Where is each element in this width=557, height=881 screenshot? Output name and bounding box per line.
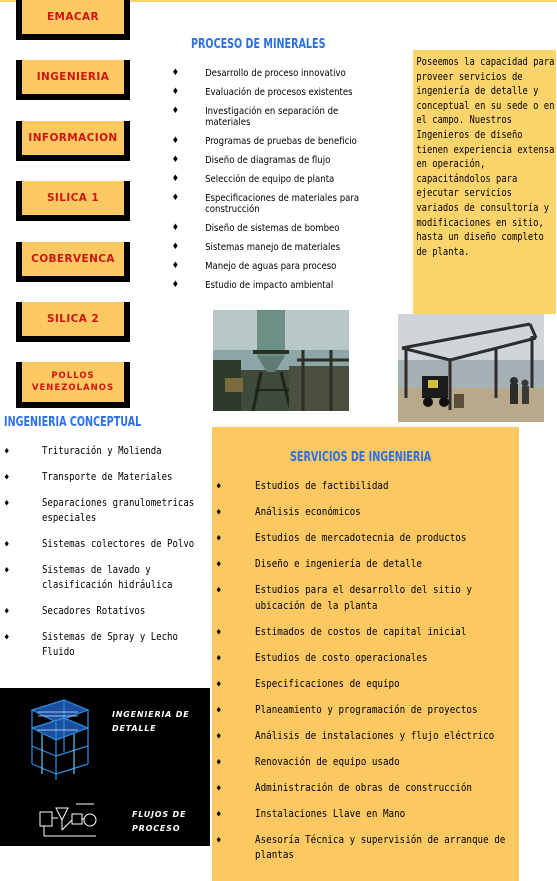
diamond-bullet-icon: ♦	[216, 534, 222, 544]
diamond-bullet-icon: ♦	[216, 627, 222, 638]
nav-button-pollos-venezolanos[interactable]: POLLOS VENEZOLANOS	[16, 362, 130, 408]
list-item: ♦ Renovación de equipo usado	[212, 755, 519, 771]
list-item: ♦ Transporte de Materiales	[0, 470, 212, 485]
list-item: ♦ Investigación en separación de materiales	[171, 106, 339, 128]
diamond-bullet-icon: ♦	[216, 705, 222, 716]
list-item: ♦ Administración de obras de construcción	[212, 781, 519, 797]
diamond-bullet-icon: ♦	[4, 540, 10, 550]
nav-button-ingenieria[interactable]: INGENIERIA	[16, 60, 130, 100]
diamond-bullet-icon: ♦	[171, 155, 180, 165]
diamond-bullet-icon: ♦	[216, 679, 222, 690]
list-item: ♦ Desarrollo de proceso innovativo	[171, 68, 346, 79]
diamond-bullet-icon: ♦	[216, 482, 222, 492]
list-item: ♦ Evaluación de procesos existentes	[171, 87, 353, 98]
diamond-bullet-icon: ♦	[4, 499, 10, 509]
services-list	[212, 479, 519, 874]
nav-button-silica-2[interactable]: SILICA 2	[16, 302, 130, 342]
list-item: ♦ Sistemas manejo de materiales	[171, 242, 341, 253]
diamond-bullet-icon: ♦	[171, 87, 180, 97]
diamond-bullet-icon: ♦	[216, 783, 222, 794]
plant-silo-photo	[213, 310, 349, 411]
nav-button-informacion[interactable]: INFORMACION	[16, 121, 130, 161]
diamond-bullet-icon: ♦	[4, 607, 10, 617]
drawings-panel: INGENIERIA DE DETALLE FLUJOS DE PROCESO	[0, 688, 210, 846]
diamond-bullet-icon: ♦	[216, 586, 222, 596]
list-item: ♦ Instalaciones Llave en Mano	[212, 807, 519, 823]
list-item: ♦ Selección de equipo de planta	[171, 174, 335, 185]
list-item: ♦ Secadores Rotativos	[0, 604, 212, 619]
list-item: ♦ Estudios para el desarrollo del sitio y ubicación de la planta	[216, 584, 472, 612]
conceptual-heading: INGENIERIA CONCEPTUAL	[4, 415, 142, 430]
list-item: ♦ Programas de pruebas de beneficio	[171, 136, 357, 147]
diamond-bullet-icon: ♦	[216, 653, 222, 664]
list-item: ♦ Estudio de impacto ambiental	[171, 280, 334, 291]
detail-engineering-drawing	[18, 694, 98, 786]
diamond-bullet-icon: ♦	[216, 809, 222, 820]
diamond-bullet-icon: ♦	[216, 835, 222, 846]
list-item: ♦ Diseño de sistemas de bombeo	[171, 223, 340, 234]
minerales-heading: PROCESO DE MINERALES	[191, 37, 326, 52]
diamond-bullet-icon: ♦	[216, 560, 222, 570]
diamond-bullet-icon: ♦	[171, 68, 180, 78]
diamond-bullet-icon: ♦	[4, 633, 10, 643]
diamond-bullet-icon: ♦	[171, 223, 180, 233]
capacity-paragraph: Poseemos la capacidad para proveer servicios de ingeniería de detalle y conceptual en su sede o en el campo. Nuestros Ingenieros de diseño tienen experiencia extensa en operación, capacitándolos para ejecutar servicios variados de consultoría y modificaciones en sitio, hasta un diseño completo de planta.	[416, 56, 555, 258]
process-flow-drawing	[38, 800, 100, 840]
list-item: ♦ Sistemas de lavado y clasificación hidráulica	[4, 564, 173, 591]
list-item: ♦ Manejo de aguas para proceso	[171, 261, 337, 272]
diamond-bullet-icon: ♦	[216, 757, 222, 768]
nav-button-cobervenca[interactable]: COBERVENCA	[16, 242, 130, 282]
minerales-list	[170, 68, 370, 299]
list-item: ♦ Sistemas colectores de Polvo	[0, 537, 212, 552]
list-item: ♦ Diseño e ingeniería de detalle	[212, 557, 519, 573]
list-item: ♦ Planeamiento y programación de proyectos	[212, 703, 519, 719]
diamond-bullet-icon: ♦	[171, 106, 180, 116]
services-heading: SERVICIOS DE INGENIERIA	[290, 450, 432, 465]
list-item: ♦ Especificaciones de equipo	[212, 677, 519, 693]
diamond-bullet-icon: ♦	[4, 473, 10, 483]
nav-button-emacar[interactable]: EMACAR	[16, 0, 130, 40]
diamond-bullet-icon: ♦	[171, 280, 180, 290]
forklift-structure-photo	[398, 314, 544, 422]
diamond-bullet-icon: ♦	[4, 447, 10, 457]
diamond-bullet-icon: ♦	[171, 136, 180, 146]
services-box	[212, 427, 519, 881]
capacity-text-box	[413, 50, 556, 314]
diamond-bullet-icon: ♦	[171, 174, 180, 184]
diamond-bullet-icon: ♦	[171, 193, 180, 203]
list-item: ♦ Estudios de costo operacionales	[212, 651, 519, 667]
conceptual-list	[0, 444, 212, 671]
list-item: ♦ Asesoría Técnica y supervisión de arranque de plantas	[216, 833, 506, 861]
list-item: ♦ Sistemas de Spray y Lecho Fluido	[4, 631, 178, 658]
list-item: ♦ Separaciones granulometricas especiales	[4, 497, 195, 524]
list-item: ♦ Estudios de factibilidad	[212, 479, 519, 495]
list-item: ♦ Análisis económicos	[212, 505, 519, 521]
diamond-bullet-icon: ♦	[4, 566, 10, 576]
list-item: ♦ Estimados de costos de capital inicial	[212, 625, 519, 641]
list-item: ♦ Análisis de instalaciones y flujo eléctrico	[212, 729, 519, 745]
diamond-bullet-icon: ♦	[171, 242, 180, 252]
list-item: ♦ Estudios de mercadotecnia de productos	[212, 531, 519, 547]
diamond-bullet-icon: ♦	[216, 731, 222, 742]
diamond-bullet-icon: ♦	[171, 261, 180, 271]
diamond-bullet-icon: ♦	[216, 508, 222, 518]
list-item: ♦ Especificaciones de materiales para construcción	[171, 193, 360, 215]
nav-button-silica-1[interactable]: SILICA 1	[16, 181, 130, 221]
list-item: ♦ Trituración y Molienda	[0, 444, 212, 459]
list-item: ♦ Diseño de diagramas de flujo	[171, 155, 331, 166]
